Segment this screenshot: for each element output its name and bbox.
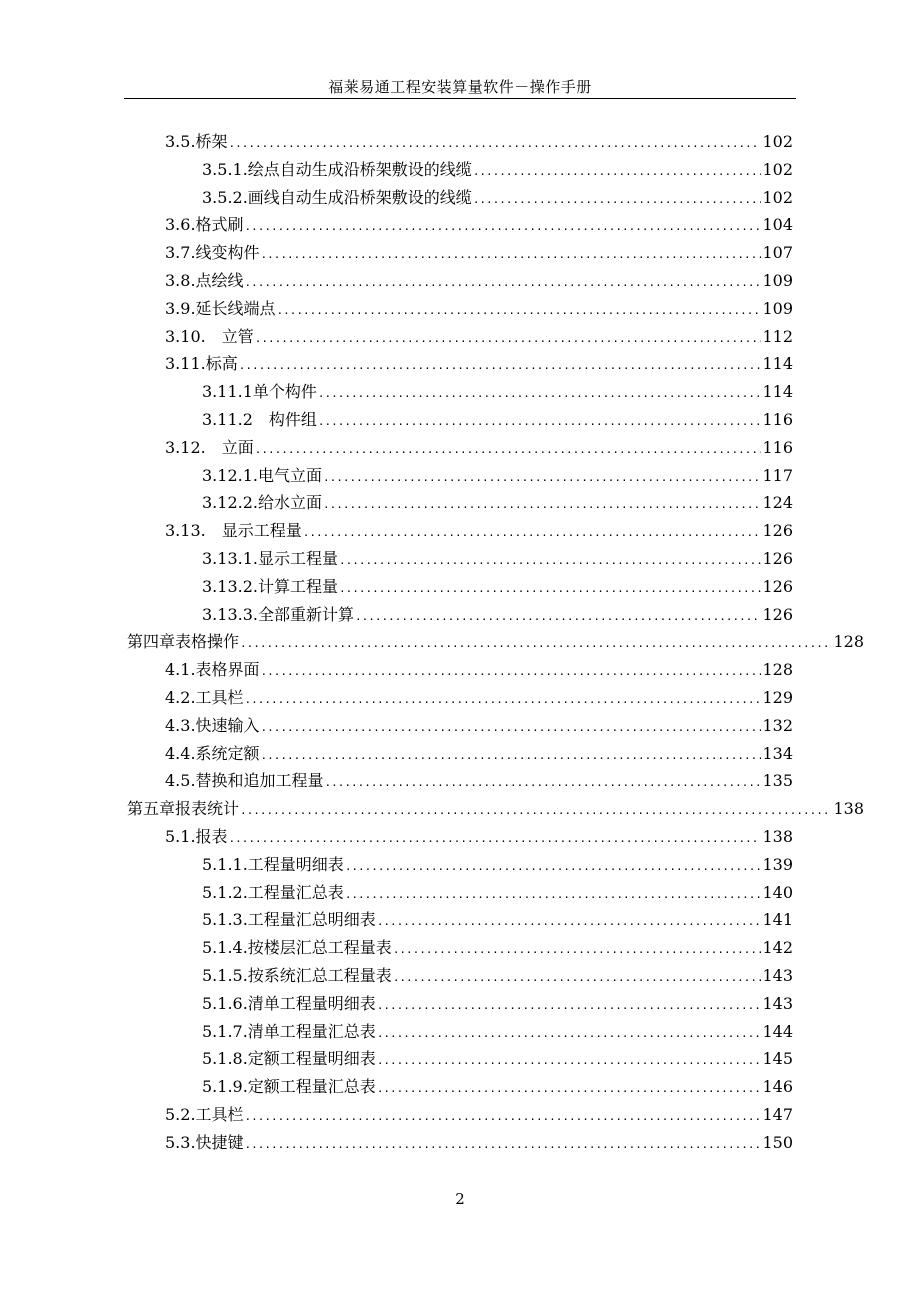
toc-entry-title: 显示工程量 <box>257 549 338 568</box>
toc-entry[interactable] <box>202 851 793 879</box>
toc-dot-leader <box>261 742 762 770</box>
toc-dot-leader <box>261 658 762 686</box>
header-rule <box>124 98 796 99</box>
toc-entry-title: 显示工程量 <box>205 521 302 541</box>
toc-entry-number: 3.8. <box>165 271 196 290</box>
toc-dot-leader <box>345 881 762 909</box>
toc-dot-leader <box>393 936 762 964</box>
toc-entry-page: 139 <box>762 854 793 874</box>
toc-dot-leader <box>377 1075 762 1103</box>
toc-entry[interactable] <box>165 295 793 323</box>
toc-entry-page: 116 <box>762 410 793 429</box>
toc-entry-title: 按楼层汇总工程量表 <box>247 938 392 958</box>
toc-dot-leader <box>318 380 762 408</box>
toc-entry[interactable] <box>165 517 793 545</box>
toc-entry-page: 126 <box>762 604 793 624</box>
toc-entry-number: 3.10. <box>165 326 206 346</box>
toc-entry[interactable] <box>165 323 793 351</box>
toc-entry-title: 按系统汇总工程量表 <box>247 966 392 985</box>
toc-entry-number: 3.5.2. <box>202 187 248 207</box>
toc-entry-page: 142 <box>762 938 793 958</box>
toc-entry-number: 3.11.2 <box>202 410 253 429</box>
toc-dot-leader <box>229 130 762 158</box>
toc-entry-number: 5.1. <box>165 827 196 846</box>
toc-entry-page: 126 <box>762 576 793 596</box>
toc-entry-title: 单个构件 <box>252 382 317 402</box>
toc-entry[interactable] <box>165 350 793 378</box>
toc-entry-number: 5.2. <box>165 1105 196 1124</box>
toc-entry[interactable] <box>202 601 793 629</box>
toc-dot-leader <box>245 686 762 714</box>
toc-entry-title: 定额工程量明细表 <box>247 1049 376 1069</box>
toc-entry[interactable] <box>165 656 793 684</box>
toc-entry-number: 3.12.2. <box>202 493 258 513</box>
toc-entry-title: 全部重新计算 <box>257 604 354 624</box>
toc-entry-number: 3.12.1. <box>202 465 258 485</box>
toc-entry-page: 138 <box>762 827 793 846</box>
toc-entry-number: 3.13.2. <box>202 576 258 596</box>
toc-entry-title: 快捷键 <box>195 1132 244 1152</box>
toc-dot-leader <box>303 519 762 547</box>
toc-entry-title: 报表 <box>195 827 228 846</box>
toc-entry-title: 给水立面 <box>257 493 322 513</box>
toc-entry-number: 3.5. <box>165 132 196 151</box>
toc-dot-leader <box>323 491 761 519</box>
toc-dot-leader <box>339 547 761 575</box>
toc-entry[interactable] <box>202 990 793 1018</box>
toc-dot-leader <box>255 325 762 353</box>
toc-entry[interactable] <box>202 906 793 934</box>
toc-entry-number: 5.1.7. <box>202 1021 248 1041</box>
toc-chapter-entry[interactable] <box>127 795 864 823</box>
toc-entry-page: 146 <box>762 1077 793 1097</box>
toc-entry-title: 报表统计 <box>175 799 240 819</box>
toc-dot-leader <box>473 186 762 214</box>
toc-dot-leader <box>245 269 762 297</box>
toc-entry[interactable] <box>165 128 793 156</box>
toc-entry-page: 147 <box>762 1105 793 1124</box>
toc-entry-page: 107 <box>762 243 793 263</box>
toc-entry-title: 工程量汇总明细表 <box>247 910 376 930</box>
toc-entry-title: 画线自动生成沿桥架敷设的线缆 <box>247 187 472 207</box>
toc-entry[interactable] <box>202 962 793 990</box>
toc-dot-leader <box>245 1131 762 1159</box>
toc-entry-page: 112 <box>762 326 793 346</box>
toc-entry-number: 3.9. <box>165 298 196 318</box>
toc-entry-page: 145 <box>762 1049 793 1069</box>
toc-entry-number: 3.6. <box>165 215 196 235</box>
toc-entry-page: 126 <box>762 549 793 568</box>
toc-entry[interactable] <box>202 156 793 184</box>
toc-entry-title: 工程量明细表 <box>247 854 344 874</box>
toc-entry-title: 标高 <box>205 354 238 374</box>
toc-entry-title: 绘点自动生成沿桥架敷设的线缆 <box>247 159 472 179</box>
toc-entry-title: 工具栏 <box>195 1105 244 1124</box>
toc-entry-page: 129 <box>762 688 793 707</box>
toc-entry[interactable] <box>165 684 793 712</box>
toc-dot-leader <box>245 213 762 241</box>
toc-entry[interactable] <box>165 712 793 740</box>
toc-dot-leader <box>239 352 762 380</box>
toc-entry[interactable] <box>202 879 793 907</box>
toc-dot-leader <box>345 853 762 881</box>
toc-entry-page: 114 <box>762 354 793 374</box>
toc-entry-title: 清单工程量明细表 <box>247 993 376 1013</box>
toc-entry[interactable] <box>165 239 793 267</box>
toc-entry-title: 桥架 <box>195 132 228 151</box>
toc-entry[interactable] <box>202 545 793 573</box>
toc-dot-leader <box>255 436 762 464</box>
toc-entry[interactable] <box>202 1073 793 1101</box>
toc-entry[interactable] <box>165 767 793 795</box>
toc-entry[interactable] <box>202 1045 793 1073</box>
toc-entry[interactable] <box>202 489 793 517</box>
toc-entry-page: 143 <box>762 993 793 1013</box>
toc-entry-number: 3.7. <box>165 243 196 263</box>
toc-entry-number: 5.1.8. <box>202 1049 248 1069</box>
page-number: 2 <box>455 1190 465 1208</box>
toc-entry-number: 4.3. <box>165 715 196 735</box>
toc-entry-number: 3.11.1 <box>202 382 253 402</box>
toc-entry-number: 4.2. <box>165 688 196 707</box>
toc-entry-title: 工程量汇总表 <box>247 882 344 902</box>
toc-dot-leader <box>323 464 761 492</box>
toc-entry-page: 126 <box>762 521 793 541</box>
toc-entry-page: 117 <box>762 465 793 485</box>
toc-entry-page: 116 <box>762 437 793 457</box>
toc-dot-leader <box>339 575 761 603</box>
toc-entry-title: 立面 <box>205 437 254 457</box>
toc-dot-leader <box>377 908 762 936</box>
toc-entry-number: 4.5. <box>165 771 196 791</box>
toc-dot-leader <box>318 408 762 436</box>
toc-entry[interactable] <box>202 1018 793 1046</box>
toc-entry-number: 3.13.3. <box>202 604 258 624</box>
toc-entry-page: 135 <box>762 771 793 791</box>
toc-entry-title: 快速输入 <box>195 715 260 735</box>
toc-dot-leader <box>245 1103 762 1131</box>
toc-entry-title: 计算工程量 <box>257 576 338 596</box>
toc-entry-page: 132 <box>762 715 793 735</box>
toc-dot-leader <box>261 241 762 269</box>
toc-entry-page: 138 <box>833 799 864 819</box>
toc-dot-leader <box>377 992 762 1020</box>
toc-entry-page: 102 <box>762 187 793 207</box>
toc-entry[interactable] <box>202 573 793 601</box>
toc-entry-title: 系统定额 <box>195 743 260 763</box>
toc-entry-page: 134 <box>762 743 793 763</box>
toc-entry[interactable] <box>165 434 793 462</box>
toc-entry[interactable] <box>202 378 793 406</box>
toc-entry-title: 替换和追加工程量 <box>195 771 324 791</box>
toc-entry[interactable] <box>165 823 793 851</box>
toc-entry-number: 5.1.6. <box>202 993 248 1013</box>
toc-entry-page: 114 <box>762 382 793 402</box>
toc-entry-number: 5.1.9. <box>202 1077 248 1097</box>
toc-entry-page: 150 <box>762 1132 793 1152</box>
toc-entry-title: 构件组 <box>252 410 317 429</box>
toc-entry[interactable] <box>202 184 793 212</box>
toc-entry-number: 5.1.2. <box>202 882 248 902</box>
toc-entry[interactable] <box>202 462 793 490</box>
toc-entry-page: 104 <box>762 215 793 235</box>
toc-entry-page: 109 <box>762 298 793 318</box>
toc-entry[interactable] <box>165 1101 793 1129</box>
toc-chapter-entry[interactable] <box>127 628 864 656</box>
toc-entry-title: 格式刷 <box>195 215 244 235</box>
toc-entry[interactable] <box>202 934 793 962</box>
toc-dot-leader <box>355 603 761 631</box>
toc-entry-number: 5.3. <box>165 1132 196 1152</box>
toc-entry-number: 3.13.1. <box>202 549 258 568</box>
toc-entry-page: 102 <box>762 159 793 179</box>
toc-entry-page: 128 <box>762 660 793 680</box>
toc-entry[interactable] <box>165 1129 793 1157</box>
toc-entry-number: 3.13. <box>165 521 206 541</box>
toc-entry-title: 延长线端点 <box>195 298 276 318</box>
toc-entry-page: 144 <box>762 1021 793 1041</box>
toc-entry-title: 电气立面 <box>257 465 322 485</box>
toc-entry-title: 表格操作 <box>175 632 240 652</box>
toc-entry-page: 143 <box>762 966 793 985</box>
toc-entry-page: 141 <box>762 910 793 930</box>
toc-dot-leader <box>261 714 762 742</box>
toc-entry-number: 5.1.4. <box>202 938 248 958</box>
toc-entry-title: 清单工程量汇总表 <box>247 1021 376 1041</box>
toc-entry[interactable] <box>202 406 793 434</box>
toc-entry-number: 4.4. <box>165 743 196 763</box>
toc-dot-leader <box>277 297 762 325</box>
toc-entry-number: 5.1.1. <box>202 854 248 874</box>
toc-entry-page: 102 <box>762 132 793 151</box>
toc-entry-number: 第四章 <box>127 632 176 652</box>
toc-entry-page: 128 <box>833 632 864 652</box>
toc-entry-number: 3.5.1. <box>202 159 248 179</box>
toc-dot-leader <box>240 797 832 825</box>
toc-entry-number: 3.11. <box>165 354 206 374</box>
toc-entry-title: 线变构件 <box>195 243 260 263</box>
toc-entry[interactable] <box>165 267 793 295</box>
toc-dot-leader <box>393 964 762 992</box>
toc-entry-title: 点绘线 <box>195 271 244 290</box>
toc-entry-title: 工具栏 <box>195 688 244 707</box>
toc-entry-number: 5.1.3. <box>202 910 248 930</box>
toc-entry-page: 124 <box>762 493 793 513</box>
toc-entry-title: 表格界面 <box>195 660 260 680</box>
toc-entry[interactable] <box>165 740 793 768</box>
toc-dot-leader <box>325 769 762 797</box>
toc-entry-number: 5.1.5. <box>202 966 248 985</box>
toc-entry[interactable] <box>165 211 793 239</box>
toc-entry-number: 第五章 <box>127 799 176 819</box>
toc-entry-title: 定额工程量汇总表 <box>247 1077 376 1097</box>
toc-entry-number: 4.1. <box>165 660 196 680</box>
toc-entry-number: 3.12. <box>165 437 206 457</box>
page-header-title: 福莱易通工程安装算量软件－操作手册 <box>328 78 592 96</box>
toc-dot-leader <box>377 1047 762 1075</box>
toc-entry-title: 立管 <box>205 326 254 346</box>
toc-entry-page: 140 <box>762 882 793 902</box>
toc-dot-leader <box>240 630 832 658</box>
toc-entry-page: 109 <box>762 271 793 290</box>
toc-dot-leader <box>377 1020 762 1048</box>
toc-dot-leader <box>473 158 762 186</box>
toc-dot-leader <box>229 825 762 853</box>
